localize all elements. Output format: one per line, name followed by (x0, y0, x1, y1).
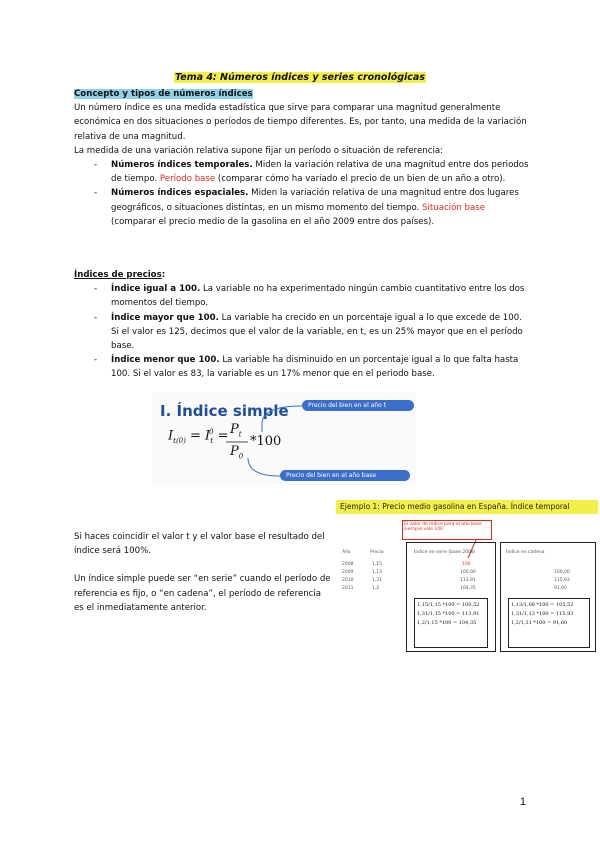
list-item: - Números índices temporales. Miden la variación relativa de una magnitud entre dos periodos de tiempo. Período base (comparar cómo ha variado el precio de un bien de un año a otro). (74, 158, 530, 186)
example-header: Ejemplo 1: Precio medio gasolina en España. Índice temporal (336, 500, 598, 514)
note-same-value: Si haces coincidir el valor t y el valor base el resultado del índice será 100%. (74, 532, 325, 557)
page-number: 1 (519, 796, 526, 808)
types-list (74, 158, 530, 229)
table-row: 2008 1,15 100 (342, 562, 471, 567)
callout-price-t: Precio del bien en el año t (302, 400, 414, 411)
section-heading-concept: Concepto y tipos de números índices (74, 89, 253, 99)
paragraph-reference: La medida de una variación relativa supone fijar un período o situación de referencia: (74, 145, 443, 156)
table-row: 2010 1,31 113,91 115,93 (342, 578, 570, 583)
simple-index-formula: $I_{t(0)} = I_t^0$ = (168, 428, 229, 445)
col-chain-index: Índice en cadena (506, 550, 545, 555)
simple-index-figure (152, 392, 416, 485)
formula-line: 1,13/1,08 *100 = 105,52 (511, 602, 574, 608)
section-concept (74, 87, 530, 229)
example-figure (336, 500, 598, 652)
table-row: 2011 1,2 104,35 91,60 (342, 586, 567, 591)
section-price-indices: Índices de precios: - Índice igual a 100. La variable no ha experimentado ningún cambio cuantitativo entre los dos momentos del tiempo. - Índice mayor que 100. La variable ha crecido en un porcentaje igual a lo que excede de 100. Si el valor es 125, decimos que el valor de la variable, en t, es un 25% mayor que en el período base. - Índice menor que 100. La variable ha disminuido en un porcentaje igual a lo que falta hasta 100. Si el valor es 83, la variable es un 17% menor que en el periodo base. (74, 268, 530, 382)
list-item: - Índice mayor que 100. La variable ha crecido en un porcentaje igual a lo que excede de 100. Si el valor es 125, decimos que el valor de la variable, en t, es un 25% mayor que en el período base. (74, 311, 530, 354)
list-item: - Números índices espaciales. Miden la variación relativa de una magnitud entre dos lugares geográficos, o situaciones distintas, en un mismo momento del tiempo. Situación base (comparar el precio medio de la gasolina en el año 2009 entre dos países). (74, 186, 530, 229)
formula-multiplier: *100 (250, 434, 282, 449)
paragraph-definition: Un número índice es una medida estadística que sirve para comparar una magnitud generalmente económica en dos situaciones o períodos de tiempo diferentes. Es, por tanto, una medida de la variación relativa de una magnitud. (74, 103, 527, 142)
example-table (342, 562, 592, 594)
list-item: - Índice menor que 100. La variable ha disminuido en un porcentaje igual a lo que falta hasta 100. Si el valor es 83, la variable es un 17% menor que en el periodo base. (74, 353, 530, 381)
formula-line: 1,15/1,15 *100 = 100,52 (417, 602, 480, 608)
formula-line: 1,2/1,31 *100 = 91,60 (511, 620, 568, 626)
col-price: Precio (370, 550, 384, 555)
col-year: Año (342, 550, 351, 555)
formula-numerator: $P_t$ (230, 422, 242, 439)
list-item: - Índice igual a 100. La variable no ha experimentado ningún cambio cuantitativo entre los dos momentos del tiempo. (74, 282, 530, 310)
callout-price-base: Precio del bien en el año base (280, 470, 410, 481)
col-fixed-index: Índice en serie (base 2008) (414, 550, 476, 555)
table-row: 2009 1,13 100,00 100,00 (342, 570, 570, 575)
note-series-chain: Un índice simple puede ser “en serie” cuando el período de referencia es fijo, o “en cadena”, el período de referencia es el inmediatamente anterior. (74, 574, 331, 613)
formula-line: 1,31/1,13 *100 = 115,93 (511, 611, 574, 617)
formula-denominator: $P_0$ (230, 444, 244, 461)
chain-formulas-box (508, 598, 590, 648)
formula-line: 1,31/1,15 *100 = 113,91 (417, 611, 480, 617)
formula-line: 1,2/1,15 *100 = 104,35 (417, 620, 477, 626)
figure-title: I. Índice simple (160, 402, 289, 420)
fixed-formulas-box (414, 598, 488, 648)
base-value-note: El valor de índice para el año base siempre vale 100 (402, 520, 492, 540)
side-notes (74, 530, 332, 615)
document-title: Tema 4: Números índices y series cronológicas (175, 72, 425, 83)
section-heading-prices: Índices de precios (74, 270, 162, 280)
indices-list (74, 282, 530, 381)
